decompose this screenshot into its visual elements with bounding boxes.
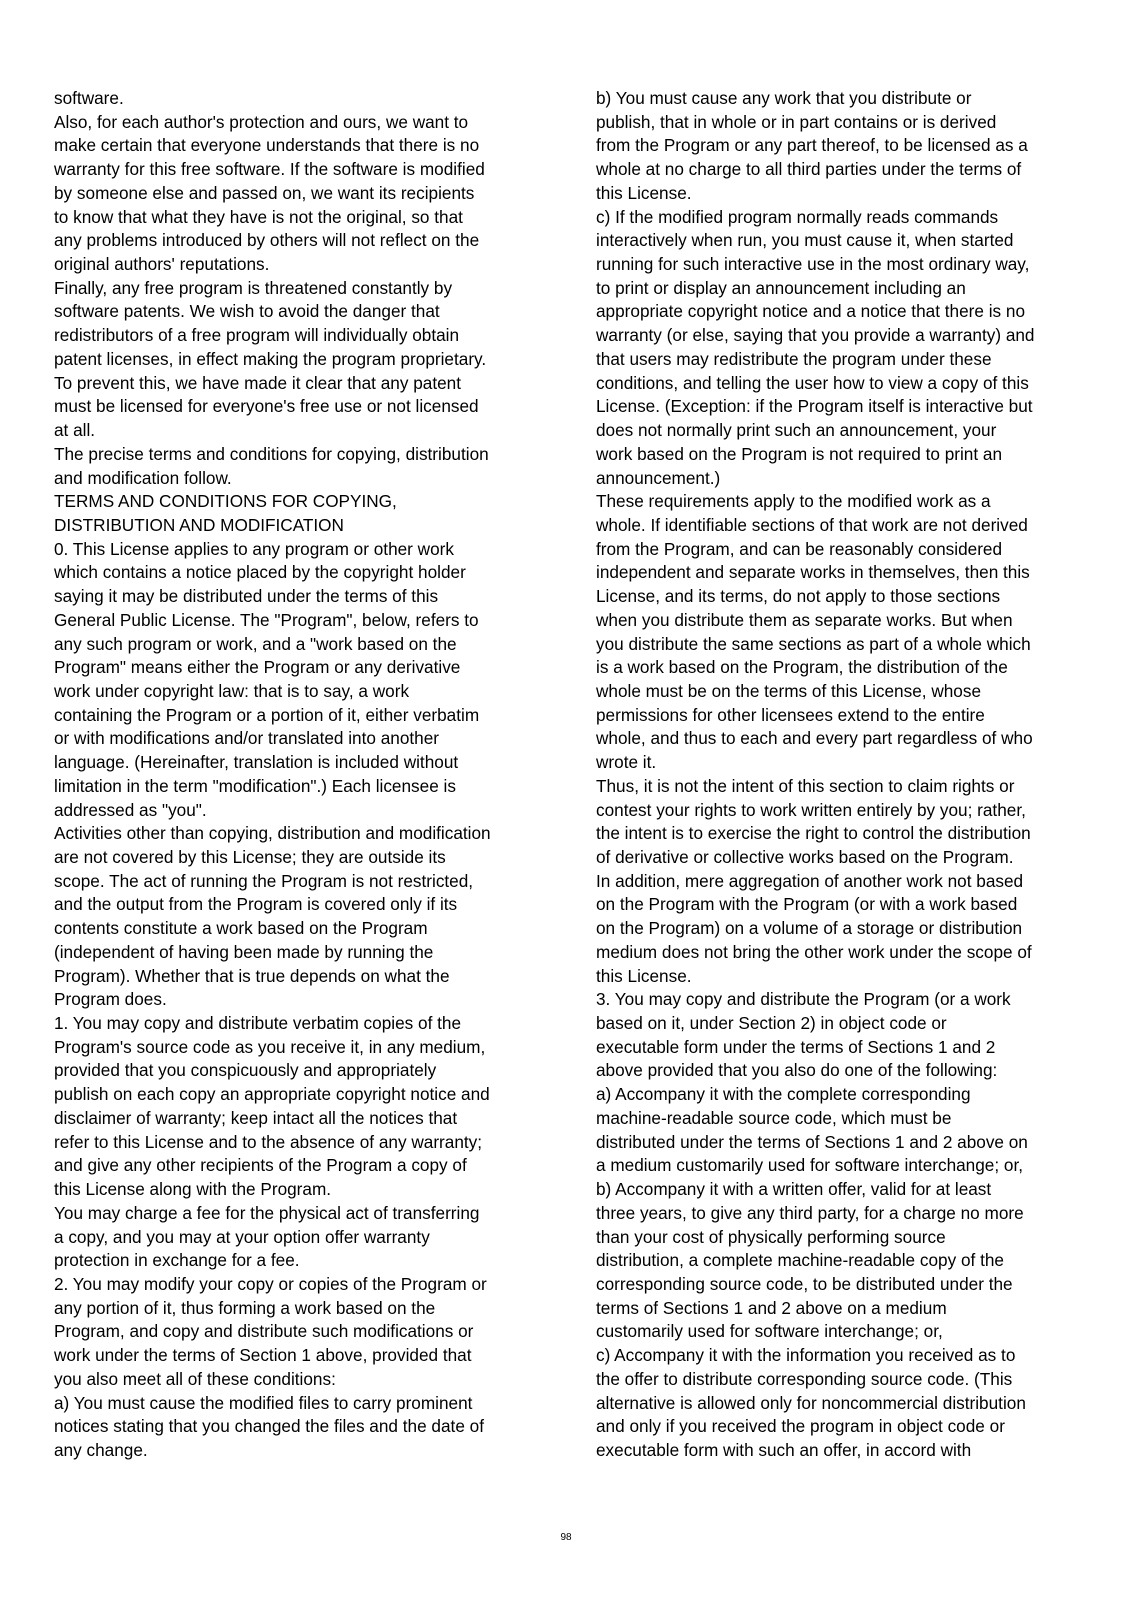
text-line: redistributors of a free program will individually obtain — [54, 325, 460, 346]
text-line: refer to this License and to the absence of any warranty; — [54, 1131, 483, 1152]
text-line: whole at no charge to all third parties under the terms of — [596, 159, 1022, 180]
text-line: corresponding source code, to be distributed under the — [596, 1273, 1013, 1294]
text-line: terms of Sections 1 and 2 above on a medium — [596, 1297, 947, 1318]
text-line: from the Program, and can be reasonably considered — [596, 538, 1003, 559]
text-line: addressed as "you". — [54, 799, 207, 820]
text-line: a) You must cause the modified files to carry prominent — [54, 1392, 473, 1413]
text-line: publish, that in whole or in part contains or is derived — [596, 111, 997, 132]
text-line: software patents. We wish to avoid the danger that — [54, 301, 440, 322]
text-line: any portion of it, thus forming a work based on the — [54, 1297, 436, 1318]
text-line: 1. You may copy and distribute verbatim copies of the — [54, 1013, 462, 1034]
text-line: Activities other than copying, distribution and modification — [54, 823, 491, 844]
text-line: permissions for other licensees extend to the entire — [596, 704, 985, 725]
text-line: medium does not bring the other work under the scope of — [596, 941, 1032, 962]
text-line: scope. The act of running the Program is not restricted, — [54, 870, 474, 891]
text-line: machine-readable source code, which must be — [596, 1107, 952, 1128]
text-line: and modification follow. — [54, 467, 232, 488]
text-line: to know that what they have is not the original, so that — [54, 206, 463, 227]
text-line: warranty for this free software. If the software is modified — [54, 159, 485, 180]
text-line: and give any other recipients of the Program a copy of — [54, 1155, 467, 1176]
text-line: whole must be on the terms of this License, whose — [596, 680, 982, 701]
text-line: interactively when run, you must cause it, when started — [596, 230, 1014, 251]
text-line: based on it, under Section 2) in object code or — [596, 1013, 947, 1034]
text-line: wrote it. — [596, 752, 657, 773]
text-line: TERMS AND CONDITIONS FOR COPYING, — [54, 491, 397, 512]
text-line: work under copyright law: that is to say, a work — [54, 680, 410, 701]
text-line: disclaimer of warranty; keep intact all the notices that — [54, 1107, 458, 1128]
text-line: (independent of having been made by running the — [54, 941, 434, 962]
text-line: work based on the Program is not required to print an — [596, 443, 1003, 464]
text-line: you also meet all of these conditions: — [54, 1368, 336, 1389]
text-line: language. (Hereinafter, translation is included without — [54, 752, 459, 773]
text-line: any change. — [54, 1439, 148, 1460]
text-line: Also, for each author's protection and ours, we want to — [54, 111, 469, 132]
text-line: this License along with the Program. — [54, 1179, 332, 1200]
text-line: conditions, and telling the user how to view a copy of this — [596, 372, 1029, 393]
text-line: independent and separate works in themselves, then this — [596, 562, 1030, 583]
page-number: 98 — [560, 1532, 572, 1543]
text-line: this License. — [596, 182, 692, 203]
text-line: of derivative or collective works based on the Program. — [596, 847, 1014, 867]
text-line: are not covered by this License; they are outside its — [54, 847, 446, 867]
text-line: General Public License. The "Program", below, refers to — [54, 609, 479, 630]
text-line: You may charge a fee for the physical act of transferring — [54, 1202, 480, 1223]
text-line: the offer to distribute corresponding source code. (This — [596, 1368, 1013, 1389]
text-line: on the Program) on a volume of a storage or distribution — [596, 918, 1023, 939]
text-line: Program's source code as you receive it, in any medium, — [54, 1036, 486, 1057]
text-line: protection in exchange for a fee. — [54, 1250, 300, 1271]
text-line: running for such interactive use in the most ordinary way, — [596, 254, 1030, 275]
text-line: whole. If identifiable sections of that work are not derived — [596, 514, 1028, 535]
text-line: License, and its terms, do not apply to those sections — [596, 586, 1001, 607]
text-line: when you distribute them as separate works. But when — [596, 609, 1013, 630]
text-line: c) Accompany it with the information you received as to — [596, 1345, 1016, 1366]
text-line: 0. This License applies to any program or other work — [54, 538, 454, 559]
text-line: a copy, and you may at your option offer warranty — [54, 1226, 430, 1247]
text-line: this License. — [596, 965, 692, 986]
text-line: to print or display an announcement including an — [596, 277, 966, 298]
left-text-column — [54, 87, 554, 1463]
text-line: Program, and copy and distribute such modifications or — [54, 1321, 474, 1342]
text-line: patent licenses, in effect making the program proprietary. — [54, 348, 487, 369]
text-line: customarily used for software interchange; or, — [596, 1321, 943, 1342]
text-line: distributed under the terms of Sections 1 and 2 above on — [596, 1131, 1028, 1152]
text-line: The precise terms and conditions for copying, distribution — [54, 443, 489, 464]
text-line: you distribute the same sections as part of a whole which — [596, 633, 1031, 654]
text-line: a) Accompany it with the complete corresponding — [596, 1084, 971, 1105]
text-line: on the Program with the Program (or with a work based — [596, 894, 1018, 915]
text-line: contest your rights to work written entirely by you; rather, — [596, 799, 1026, 820]
text-line: from the Program or any part thereof, to be licensed as a — [596, 135, 1028, 156]
text-line: and only if you received the program in object code or — [596, 1416, 1005, 1437]
text-line: These requirements apply to the modified work as a — [596, 491, 991, 512]
text-line: three years, to give any third party, for a charge no more — [596, 1202, 1024, 1223]
text-line: does not normally print such an announcement, your — [596, 420, 997, 441]
text-line: c) If the modified program normally reads commands — [596, 206, 999, 227]
text-line: announcement.) — [596, 467, 721, 488]
text-line: 2. You may modify your copy or copies of the Program or — [54, 1273, 487, 1294]
text-line: whole, and thus to each and every part regardless of who — [596, 728, 1033, 749]
text-line: contents constitute a work based on the Program — [54, 918, 428, 939]
text-line: that users may redistribute the program under these — [596, 348, 992, 369]
text-line: must be licensed for everyone's free use or not licensed — [54, 396, 479, 417]
text-line: appropriate copyright notice and a notice that there is no — [596, 301, 1026, 322]
text-line: above provided that you also do one of the following: — [596, 1060, 998, 1081]
text-line: executable form with such an offer, in accord with — [596, 1439, 972, 1460]
text-line: and the output from the Program is covered only if its — [54, 894, 458, 915]
text-line: any such program or work, and a "work based on the — [54, 633, 457, 654]
text-line: any problems introduced by others will not reflect on the — [54, 230, 480, 251]
text-line: publish on each copy an appropriate copyright notice and — [54, 1084, 490, 1105]
text-line: limitation in the term "modification".) Each licensee is — [54, 775, 456, 796]
text-line: In addition, mere aggregation of another work not based — [596, 870, 1024, 891]
text-line: is a work based on the Program, the distribution of the — [596, 657, 1008, 678]
text-line: or with modifications and/or translated into another — [54, 728, 440, 749]
text-line: make certain that everyone understands that there is no — [54, 135, 480, 156]
text-line: b) You must cause any work that you distribute or — [596, 88, 972, 108]
text-line: License. (Exception: if the Program itself is interactive but — [596, 396, 1033, 417]
text-line: notices stating that you changed the files and the date of — [54, 1416, 484, 1437]
text-line: than your cost of physically performing source — [596, 1226, 946, 1247]
text-line: distribution, a complete machine-readable copy of the — [596, 1250, 1004, 1271]
text-line: 3. You may copy and distribute the Program (or a work — [596, 989, 1011, 1010]
text-line: the intent is to exercise the right to control the distribution — [596, 823, 1031, 844]
text-line: Finally, any free program is threatened constantly by — [54, 277, 453, 298]
text-line: Program). Whether that is true depends on what the — [54, 965, 450, 986]
text-line: software. — [54, 88, 124, 108]
text-line: DISTRIBUTION AND MODIFICATION — [54, 514, 344, 535]
text-line: alternative is allowed only for noncommercial distribution — [596, 1392, 1026, 1413]
text-line: which contains a notice placed by the copyright holder — [54, 562, 466, 583]
text-line: Thus, it is not the intent of this section to claim rights or — [596, 775, 1015, 796]
text-line: b) Accompany it with a written offer, valid for at least — [596, 1179, 992, 1200]
text-line: To prevent this, we have made it clear that any patent — [54, 372, 462, 393]
text-line: by someone else and passed on, we want its recipients — [54, 182, 475, 203]
text-line: Program does. — [54, 989, 167, 1010]
text-line: containing the Program or a portion of it, either verbatim — [54, 704, 480, 725]
text-line: original authors' reputations. — [54, 254, 270, 275]
text-line: at all. — [54, 420, 96, 441]
text-line: warranty (or else, saying that you provide a warranty) and — [596, 325, 1035, 346]
text-line: a medium customarily used for software interchange; or, — [596, 1155, 1024, 1176]
text-line: work under the terms of Section 1 above, provided that — [54, 1345, 472, 1366]
text-line: provided that you conspicuously and appropriately — [54, 1060, 437, 1081]
text-line: saying it may be distributed under the terms of this — [54, 586, 439, 607]
text-line: executable form under the terms of Sections 1 and 2 — [596, 1036, 996, 1057]
right-text-column — [596, 87, 1096, 1463]
text-line: Program" means either the Program or any derivative — [54, 657, 461, 678]
